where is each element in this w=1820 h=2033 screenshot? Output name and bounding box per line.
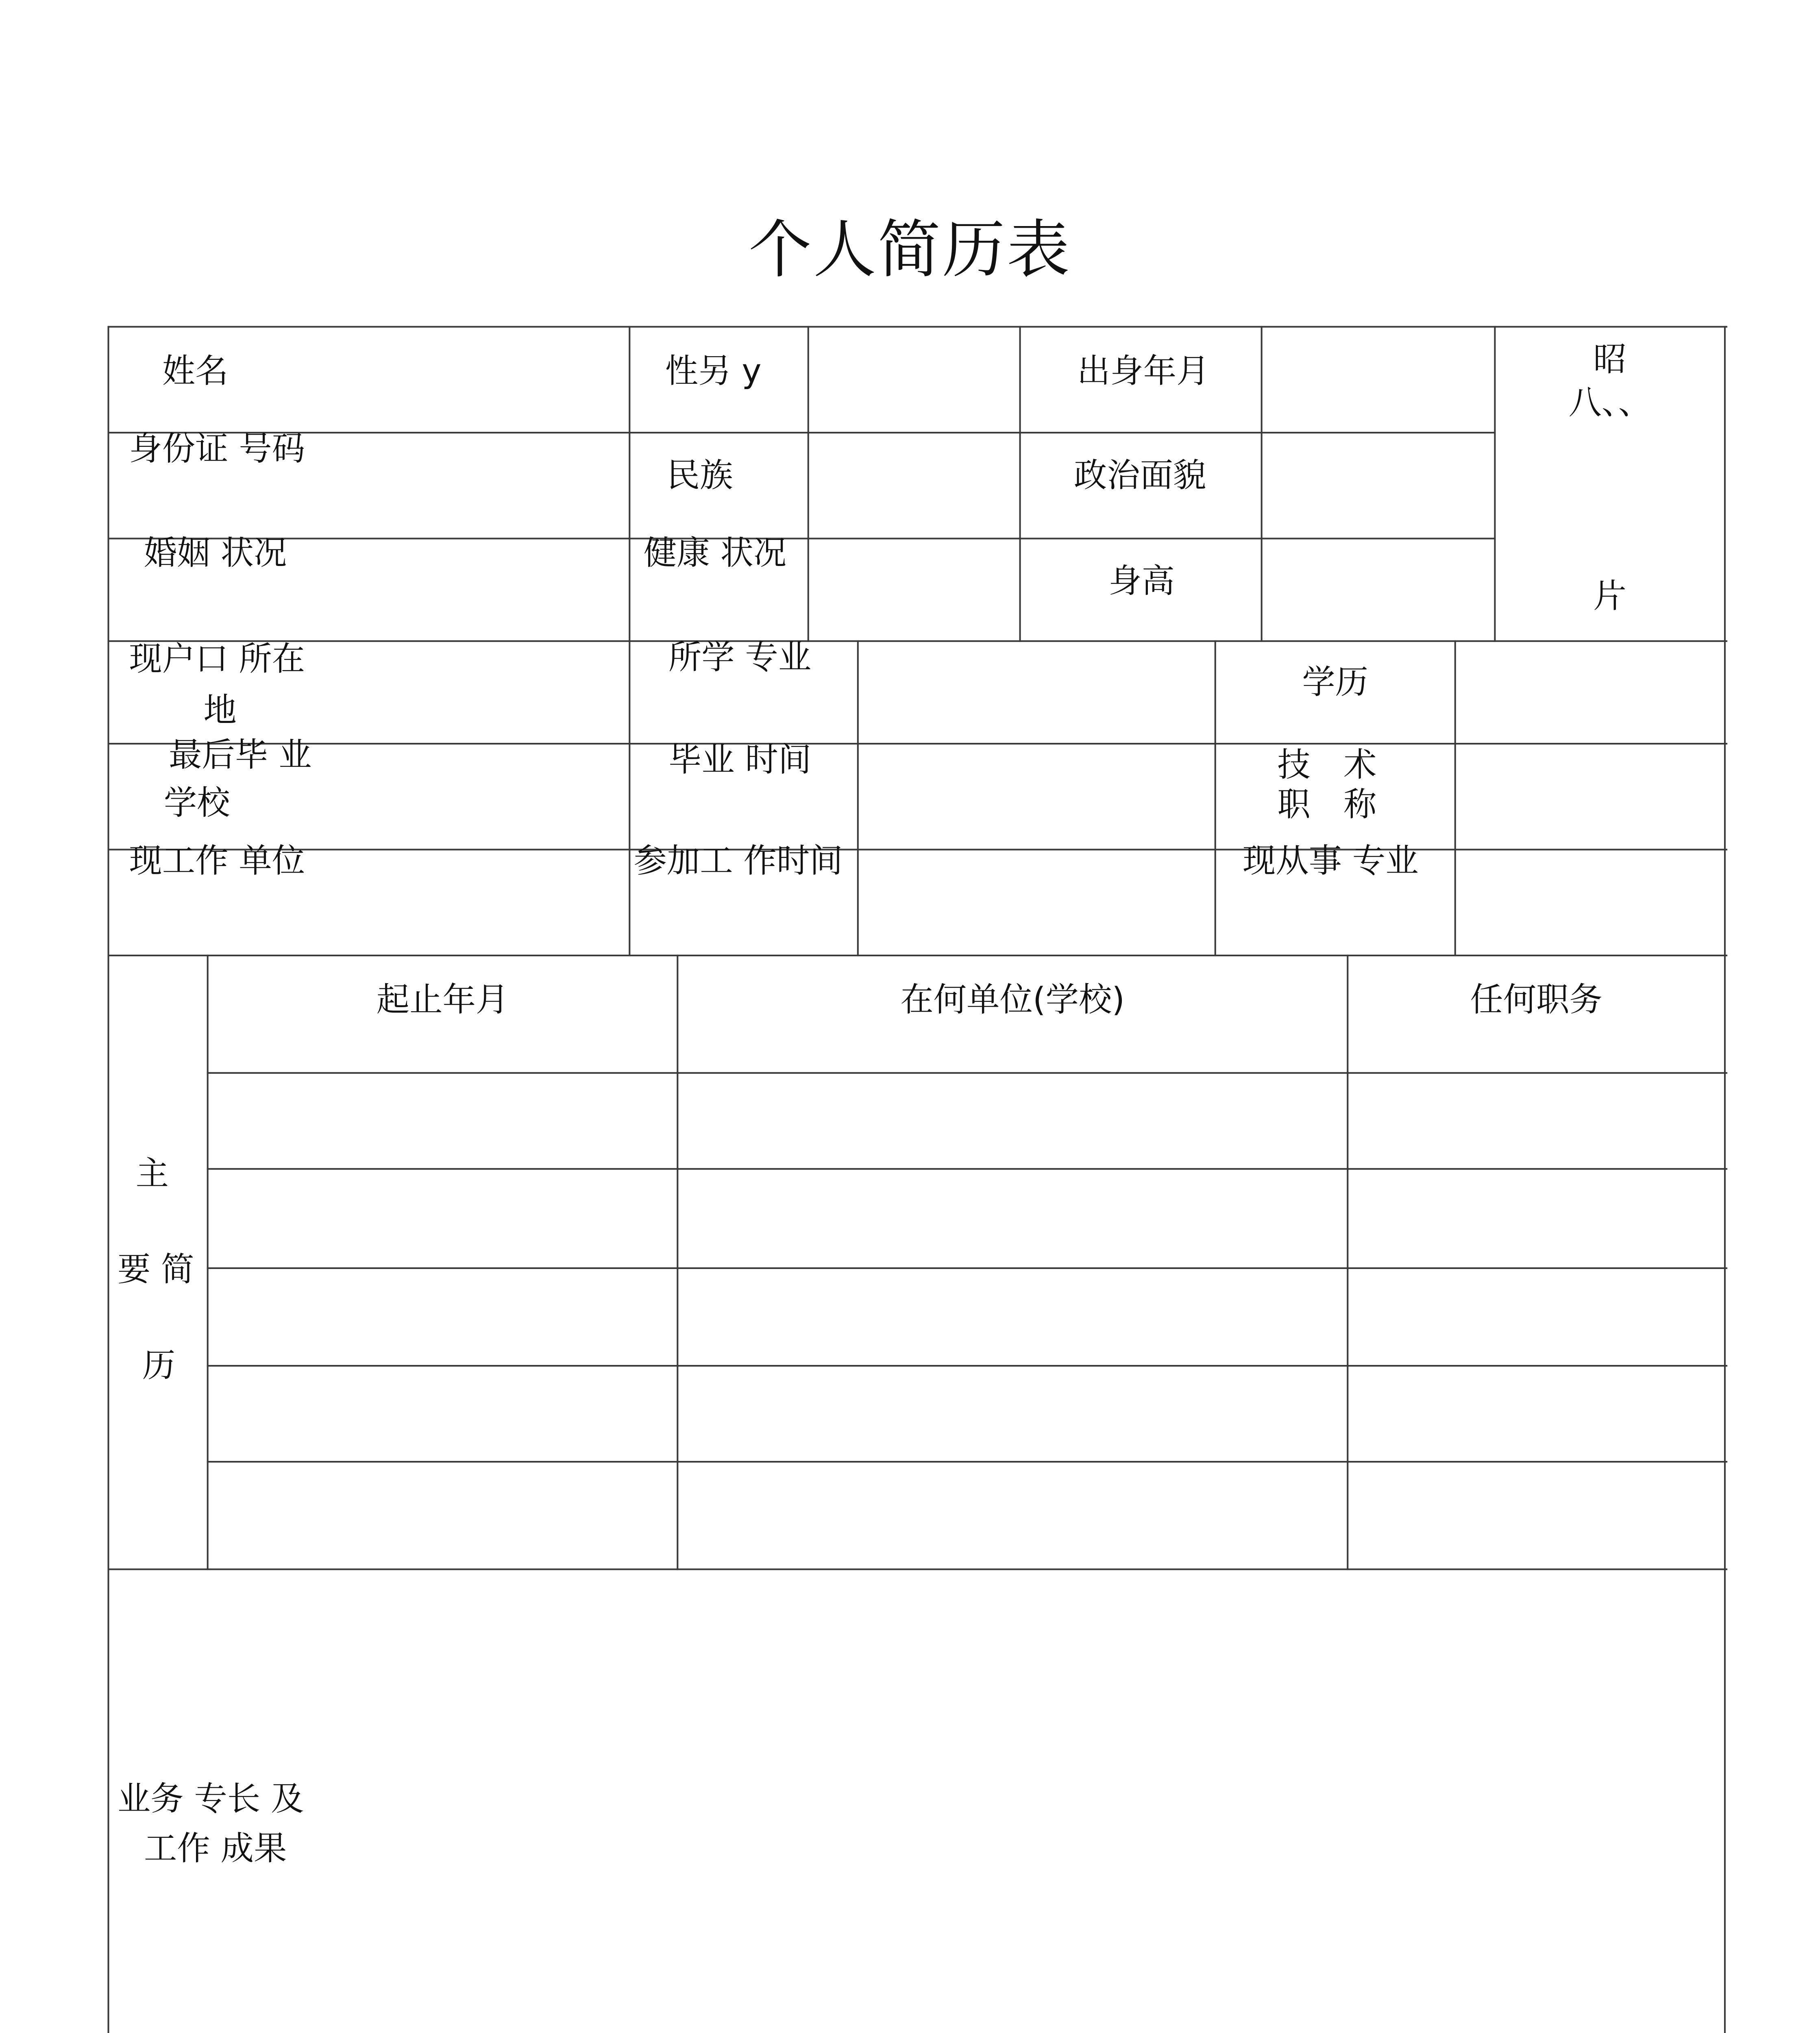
history-label-line2: 要 简 [117, 1249, 194, 1289]
col-divider [677, 955, 679, 1570]
graduation-time-label: 毕业 时间 [668, 739, 812, 779]
row-divider [107, 1569, 1727, 1571]
col-divider [857, 640, 860, 956]
tech-title-label-line1: 技 术 [1277, 744, 1377, 784]
major-label: 所学 专业 [668, 637, 812, 677]
row-divider [207, 1365, 1728, 1367]
ethnicity-label: 民族 [666, 455, 733, 495]
row-divider [107, 640, 1727, 643]
row-divider [107, 849, 1727, 851]
photo-label-line2: 八、、 [1568, 382, 1651, 422]
col-divider [629, 640, 631, 956]
work-unit-label: 现工作 单位 [129, 840, 305, 880]
col-divider [1215, 640, 1217, 956]
school-label-line2: 学校 [163, 782, 230, 823]
history-header-organization: 在何单位(学校) [900, 979, 1125, 1019]
table-border-top [107, 326, 1727, 329]
hukou-label-line1: 现户口 所在 [129, 638, 305, 679]
row-divider [107, 955, 1727, 957]
history-header-period: 起止年月 [376, 979, 509, 1019]
page-title: 个人简历表 [749, 213, 1071, 286]
row-divider [207, 1267, 1728, 1270]
gender-label: 性另 y [665, 350, 762, 391]
history-label-line3: 历 [142, 1345, 176, 1385]
hukou-label-line2: 地 [203, 690, 237, 730]
row-divider [207, 1072, 1728, 1075]
expertise-label-line2: 工作 成果 [144, 1828, 287, 1868]
education-label: 学历 [1302, 662, 1369, 702]
row-divider [107, 743, 1727, 745]
col-divider [207, 955, 209, 1570]
marital-status-label: 婚姻 状况 [144, 533, 287, 572]
col-divider [808, 326, 810, 642]
row-divider [107, 538, 1496, 540]
row-divider [207, 1168, 1728, 1171]
political-status-label: 政治面貌 [1073, 455, 1206, 495]
name-label: 姓名 [162, 350, 229, 391]
table-border-left [107, 326, 110, 2033]
expertise-label-line1: 业务 专长 及 [117, 1778, 304, 1818]
tech-title-label-line2: 职 称 [1277, 784, 1377, 824]
col-divider [1019, 326, 1022, 642]
col-divider [629, 326, 631, 642]
height-label: 身高 [1108, 561, 1175, 601]
col-divider [1261, 326, 1263, 642]
photo-label-line1: 昭 [1593, 339, 1626, 379]
work-start-time-label: 参加工 作时间 [634, 840, 843, 880]
history-label-line1: 主 [135, 1153, 169, 1193]
photo-label-line3: 片 [1593, 576, 1626, 616]
row-divider [107, 432, 1496, 434]
row-divider [207, 1461, 1728, 1463]
col-divider [1454, 640, 1457, 956]
health-status-label: 健康 状况 [643, 533, 787, 572]
history-header-position: 任何职务 [1470, 979, 1602, 1019]
school-label-line1: 最后毕 业 [169, 734, 312, 775]
table-border-right [1724, 326, 1726, 2033]
id-number-label: 身份证 号码 [129, 428, 305, 468]
current-field-label: 现从事 专业 [1242, 840, 1419, 880]
col-divider [1347, 955, 1349, 1570]
birth-date-label: 出身年月 [1077, 350, 1210, 391]
